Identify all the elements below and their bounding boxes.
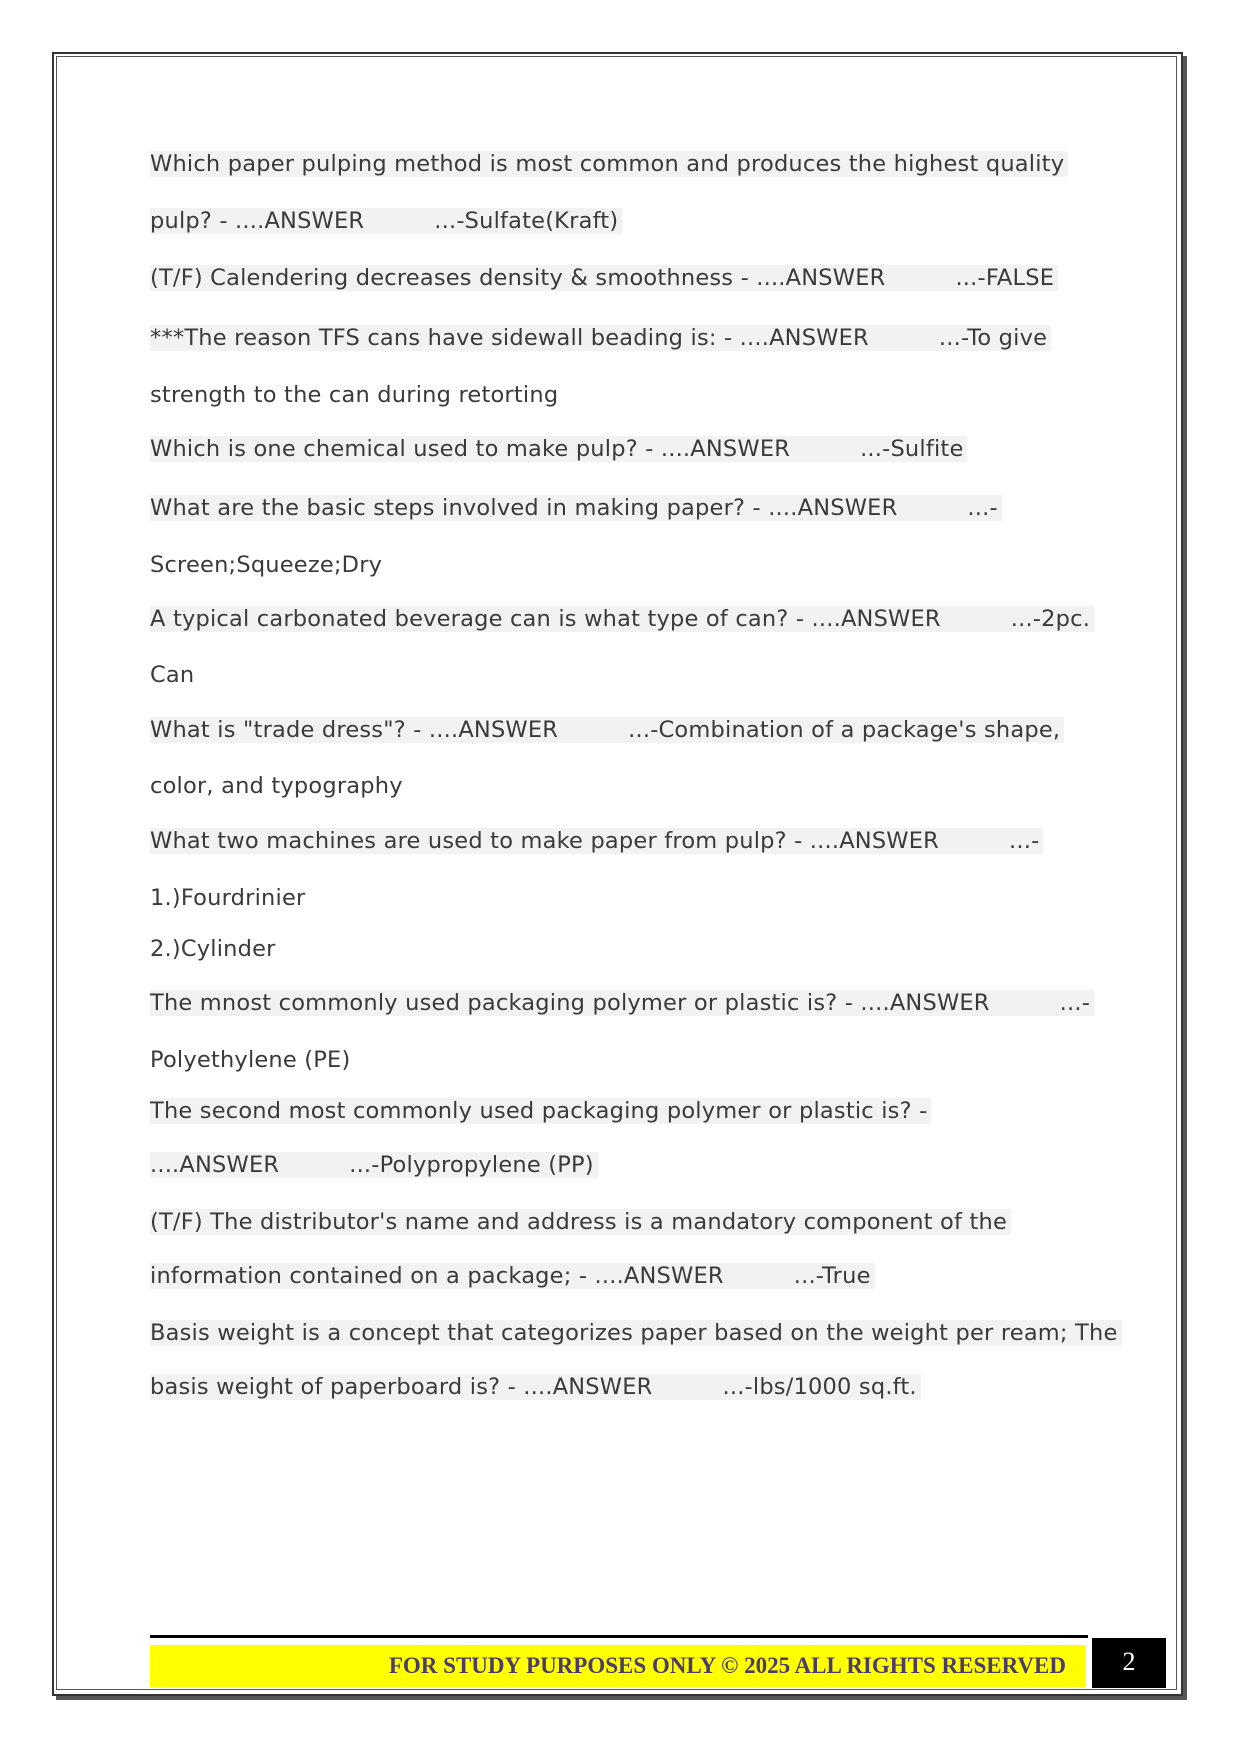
qa-line: information contained on a package; - ....ANSWER ...-True: [150, 1258, 875, 1294]
qa-line: The second most commonly used packaging polymer or plastic is? -: [150, 1093, 931, 1129]
qa-line: strength to the can during retorting: [150, 382, 559, 408]
qa-line: basis weight of paperboard is? - ....ANSWER ...-lbs/1000 sq.ft.: [150, 1369, 921, 1405]
qa-line: (T/F) Calendering decreases density & smoothness - ....ANSWER ...-FALSE: [150, 260, 1058, 296]
qa-line: The mnost commonly used packaging polymer or plastic is? - ....ANSWER ...-: [150, 985, 1094, 1021]
qa-line: pulp? - ....ANSWER ...-Sulfate(Kraft): [150, 203, 622, 239]
qa-line: color, and typography: [150, 773, 403, 799]
qa-line: Basis weight is a concept that categorizes paper based on the weight per ream; The: [150, 1315, 1122, 1351]
qa-line: Which paper pulping method is most common and produces the highest quality: [150, 146, 1068, 182]
qa-line: ***The reason TFS cans have sidewall beading is: - ....ANSWER ...-To give: [150, 320, 1051, 356]
qa-line: Screen;Squeeze;Dry: [150, 552, 383, 578]
page-border-inner: [56, 56, 1177, 1690]
qa-line: What is "trade dress"? - ....ANSWER ...-Combination of a package's shape,: [150, 712, 1064, 748]
qa-line: ....ANSWER ...-Polypropylene (PP): [150, 1147, 598, 1183]
footer-banner: [150, 1645, 1086, 1687]
footer-rule: [150, 1635, 1088, 1638]
qa-line: What are the basic steps involved in making paper? - ....ANSWER ...-: [150, 490, 1002, 526]
page-number: 2: [1092, 1638, 1166, 1688]
qa-line: 1.)Fourdrinier: [150, 885, 306, 911]
qa-line: A typical carbonated beverage can is what type of can? - ....ANSWER ...-2pc.: [150, 601, 1094, 637]
qa-line: (T/F) The distributor's name and address is a mandatory component of the: [150, 1204, 1011, 1240]
qa-line: Polyethylene (PE): [150, 1047, 351, 1073]
qa-line: Which is one chemical used to make pulp? - ....ANSWER ...-Sulfite: [150, 431, 967, 467]
qa-line: What two machines are used to make paper from pulp? - ....ANSWER ...-: [150, 823, 1043, 859]
qa-line: 2.)Cylinder: [150, 936, 276, 962]
footer-copyright: FOR STUDY PURPOSES ONLY © 2025 ALL RIGHTS RESERVED: [388, 1653, 1066, 1678]
qa-line: Can: [150, 662, 195, 688]
